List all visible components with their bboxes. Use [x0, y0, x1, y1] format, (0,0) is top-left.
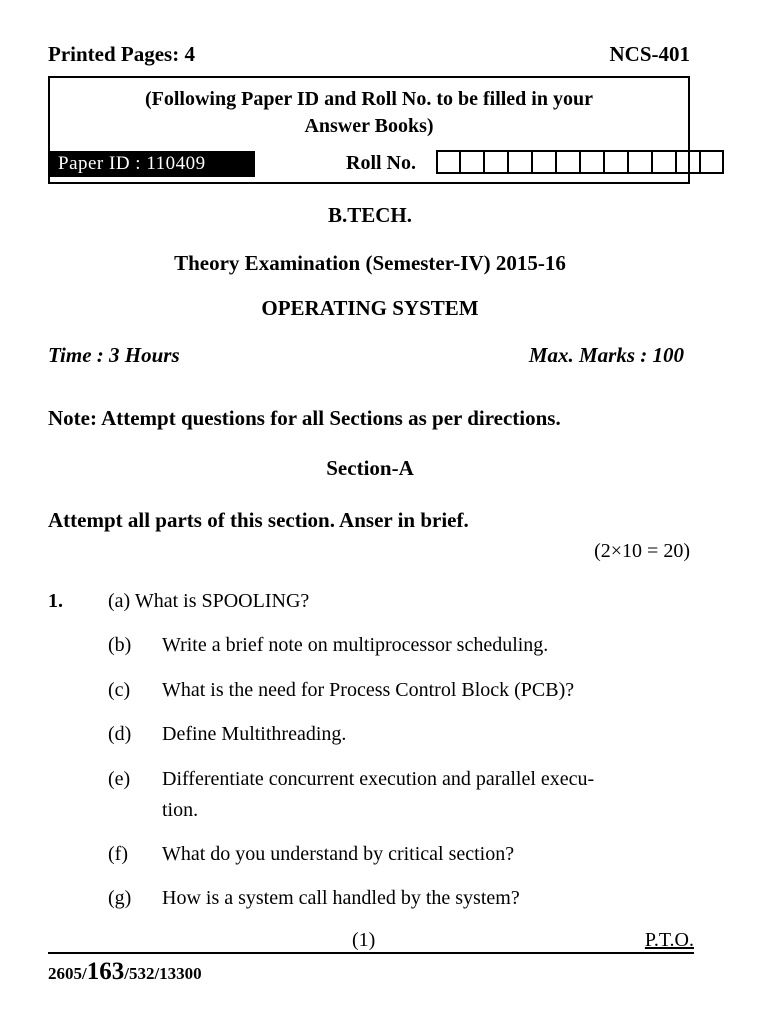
max-marks: Max. Marks : 100	[528, 343, 684, 367]
part-label: (g)	[108, 887, 132, 909]
part-label: (c)	[108, 679, 131, 701]
question-number: 1.	[48, 590, 63, 612]
question-part	[108, 590, 309, 613]
code-suffix: /532/13300	[124, 964, 202, 983]
section-title: Section-A	[326, 456, 414, 480]
roll-no-box	[484, 150, 508, 174]
degree-title: B.TECH.	[327, 203, 413, 227]
roll-no-box	[628, 150, 652, 174]
question-part-continuation	[162, 799, 198, 822]
id-instruction-line2: Answer Books)	[304, 115, 434, 137]
part-text: Write a brief note on multiprocessor scheduling.	[162, 634, 549, 656]
part-text: What is SPOOLING?	[134, 590, 310, 612]
exam-title: Theory Examination (Semester-IV) 2015-16	[174, 251, 566, 275]
question-part	[108, 634, 548, 657]
roll-no-box	[508, 150, 532, 174]
id-instruction	[50, 86, 688, 140]
question-part	[108, 768, 594, 791]
part-label: (d)	[108, 723, 132, 745]
roll-no-label: Roll No.	[346, 152, 416, 174]
section-instruction: Attempt all parts of this section. Anser in brief.	[48, 508, 469, 532]
paper-id-label: Paper ID : 110409	[50, 151, 255, 177]
part-text: How is a system call handled by the system?	[162, 887, 520, 909]
paper-id-box	[48, 76, 690, 184]
footer-divider	[48, 952, 694, 954]
part-text: What do you understand by critical section?	[162, 843, 515, 865]
part-text: Define Multithreading.	[162, 723, 347, 745]
roll-no-box	[604, 150, 628, 174]
code-big: 163	[86, 958, 125, 985]
subject-title: OPERATING SYSTEM	[261, 296, 479, 320]
part-text: What is the need for Process Control Block (PCB)?	[162, 679, 575, 701]
print-code	[48, 958, 202, 986]
question-part	[108, 887, 520, 910]
paper-code: NCS-401	[609, 42, 690, 66]
roll-no-box	[652, 150, 676, 174]
part-label: (a)	[108, 590, 131, 612]
question-part	[108, 723, 346, 746]
part-text: tion.	[162, 799, 199, 821]
section-marks: (2×10 = 20)	[594, 540, 690, 562]
roll-no-box	[436, 150, 460, 174]
page-number: (1)	[352, 929, 376, 951]
part-text: Differentiate concurrent execution and parallel execu-	[162, 768, 595, 790]
roll-no-box	[556, 150, 580, 174]
part-label: (f)	[108, 843, 128, 865]
time-allowed: Time : 3 Hours	[48, 343, 180, 367]
roll-no-box	[700, 150, 724, 174]
roll-no-box	[532, 150, 556, 174]
roll-no-box	[580, 150, 604, 174]
code-prefix: 2605/	[48, 964, 87, 983]
pto-label: P.T.O.	[644, 929, 694, 951]
part-label: (e)	[108, 768, 131, 790]
note: Note: Attempt questions for all Sections as per directions.	[48, 406, 561, 430]
question-part	[108, 843, 514, 866]
roll-no-box	[676, 150, 700, 174]
id-instruction-line1: (Following Paper ID and Roll No. to be filled in your	[145, 88, 593, 110]
printed-pages: Printed Pages: 4	[48, 42, 195, 66]
part-label: (b)	[108, 634, 132, 656]
roll-no-box	[460, 150, 484, 174]
roll-no-boxes	[436, 150, 724, 174]
question-part	[108, 679, 574, 702]
